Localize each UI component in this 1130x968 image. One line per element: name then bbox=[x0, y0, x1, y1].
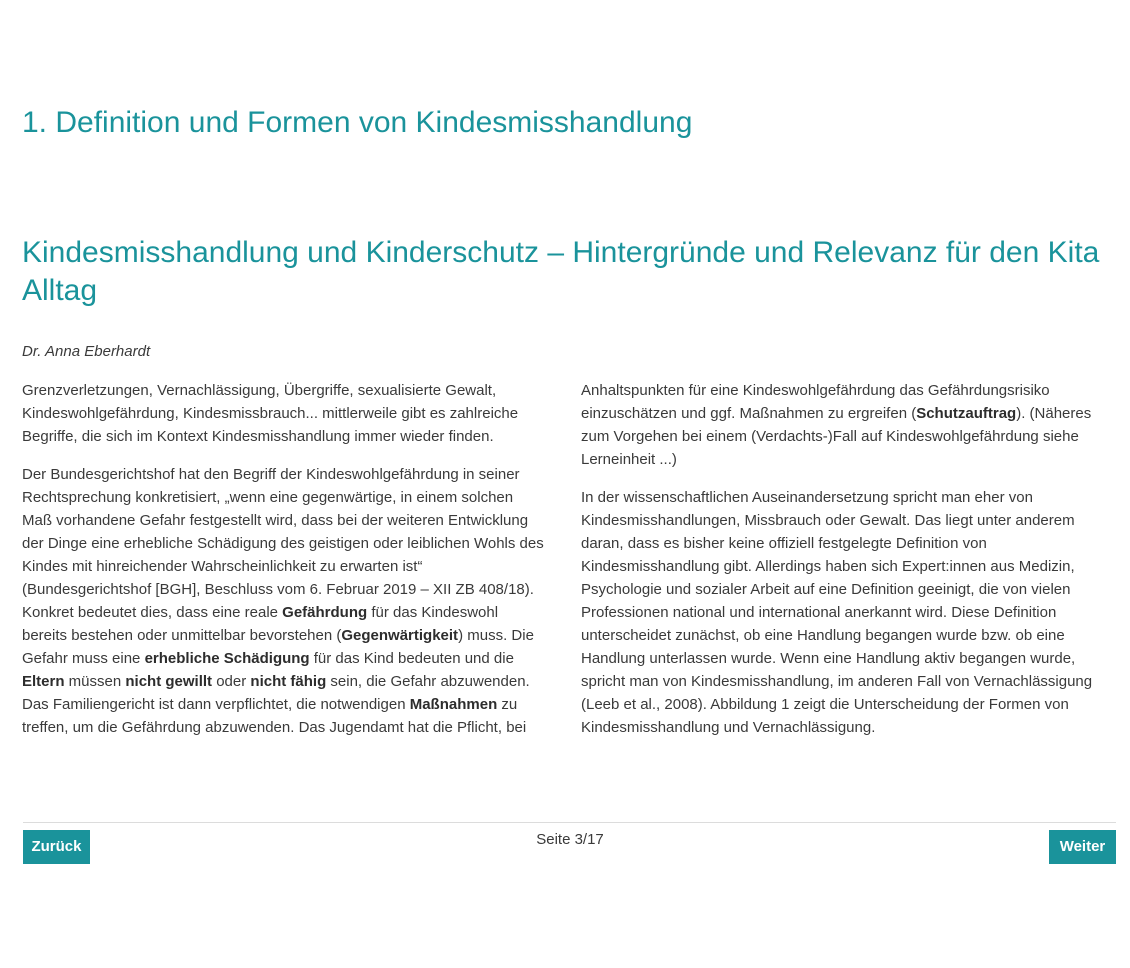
paragraph-bgh-definition bbox=[22, 463, 546, 739]
text-segment: müssen bbox=[64, 673, 126, 690]
paragraph-schutzauftrag bbox=[581, 379, 1105, 471]
emphasis-schutzauftrag: Schutzauftrag bbox=[916, 405, 1017, 422]
text-segment: oder bbox=[212, 673, 251, 690]
text-segment: ). (Näheres zum Vorgehen bei einem (Verdachts-)Fall auf Kindeswohlgefährdung siehe Lerneinheit ...) bbox=[581, 405, 1092, 468]
text-segment: Der Bundesgerichtshof hat den Begriff der Kindeswohlgefährdung in seiner Rechtsprechung konkretisiert, „wenn eine gegenwärtige, in einem solchen Maß vorhandene Gefahr festgestellt wird, dass bei der weiteren Entwicklung der Dinge eine erhebliche Schädigung des geistigen oder leiblichen Wohls des Kindes mit hinreichender Wahrscheinlichkeit zu erwarten ist“ (Bundesgerichtshof [BGH], Beschluss vom 6. Februar 2019 – XII ZB 408/18). Konkret bedeutet dies, dass eine reale bbox=[22, 466, 544, 621]
emphasis-gegenwaertigkeit: Gegenwärtigkeit bbox=[341, 627, 459, 644]
content-column-left bbox=[22, 379, 546, 754]
next-button[interactable]: Weiter bbox=[1049, 830, 1116, 864]
emphasis-nicht-gewillt: nicht gewillt bbox=[125, 673, 213, 690]
text-segment: für das Kindeswohl bereits bestehen oder unmittelbar bevorstehen ( bbox=[22, 604, 499, 644]
paragraph-scientific-definition: In der wissenschaftlichen Auseinandersetzung spricht man eher von Kindesmisshandlungen, Missbrauch oder Gewalt. Das liegt unter anderem daran, dass es bisher keine offiziell festgelegte Definition von Kindesmisshandlung gibt. Allerdings haben sich Expert:innen aus Medizin, Psychologie und sozialer Arbeit auf eine Definition geeinigt, die von vielen Professionen national und international anerkannt wird. Diese Definition unterscheidet zunächst, ob eine Handlung begangen wurde bzw. ob eine Handlung unterlassen wurde. Wenn eine Handlung aktiv begangen wurde, spricht man von Kindesmisshandlung, im anderen Fall von Vernachlässigung (Leeb et al., 2008). Abbildung 1 zeigt die Unterscheidung der Formen von Kindesmisshandlung und Vernachlässigung. bbox=[581, 489, 1093, 736]
emphasis-nicht-faehig: nicht fähig bbox=[250, 673, 327, 690]
author-name: Dr. Anna Eberhardt bbox=[22, 343, 151, 360]
footer-divider bbox=[23, 822, 1116, 823]
text-segment: ) muss. Die Gefahr muss eine bbox=[22, 627, 534, 667]
content-column-right bbox=[581, 379, 1105, 754]
text-segment: sein, die Gefahr abzuwenden. Das Familiengericht ist dann verpflichtet, die notwendigen bbox=[22, 673, 530, 713]
emphasis-erhebliche-schaedigung: erhebliche Schädigung bbox=[144, 650, 310, 667]
text-segment: für das Kind bedeuten und die bbox=[309, 650, 514, 667]
chapter-title: 1. Definition und Formen von Kindesmisshandlung bbox=[22, 106, 693, 139]
emphasis-massnahmen: Maßnahmen bbox=[409, 696, 498, 713]
lesson-title: Kindesmisshandlung und Kinderschutz – Hintergründe und Relevanz für den Kita Alltag bbox=[22, 236, 1100, 307]
text-segment: Anhaltspunkten für eine Kindeswohlgefährdung das Gefährdungsrisiko einzuschätzen und ggf. Maßnahmen zu ergreifen ( bbox=[581, 382, 1050, 422]
emphasis-eltern: Eltern bbox=[22, 673, 65, 690]
page-indicator: Seite 3/17 bbox=[536, 831, 604, 848]
emphasis-gefaehrdung: Gefährdung bbox=[282, 604, 368, 621]
paragraph-intro: Grenzverletzungen, Vernachlässigung, Übergriffe, sexualisierte Gewalt, Kindeswohlgefährdung, Kindesmissbrauch... mittlerweile gibt es zahlreiche Begriffe, die sich im Kontext Kindesmisshandlung immer wieder finden. bbox=[22, 382, 519, 445]
text-segment: zu treffen, um die Gefährdung abzuwenden. Das Jugendamt hat die Pflicht, bei bbox=[22, 696, 527, 736]
back-button[interactable]: Zurück bbox=[23, 830, 90, 864]
